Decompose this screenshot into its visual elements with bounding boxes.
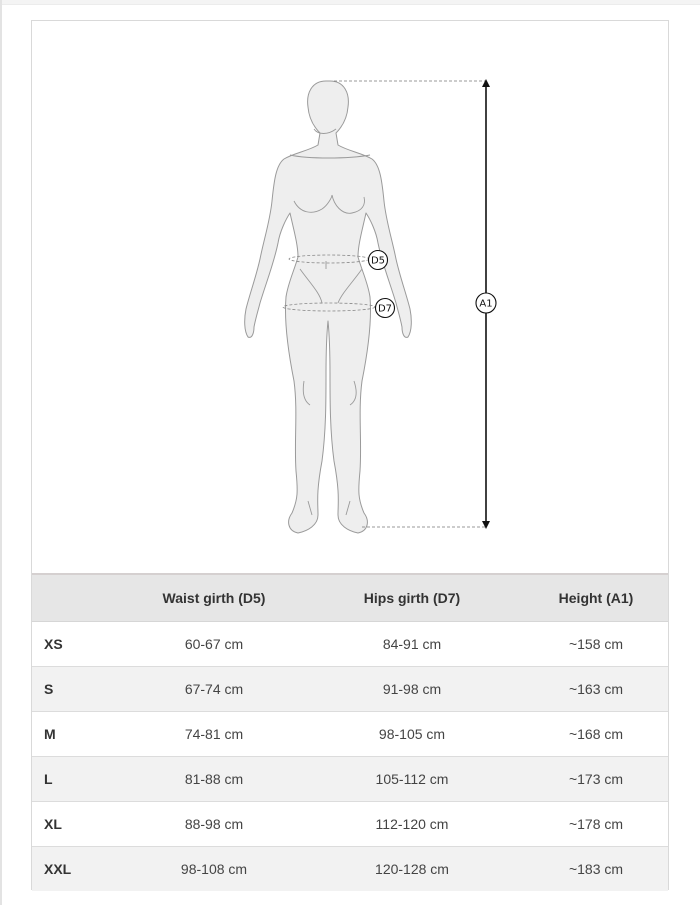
hips-cell: 120-128 cm xyxy=(375,860,449,877)
height-arrow-top xyxy=(482,79,490,87)
height-cell: ~163 cm xyxy=(524,666,668,711)
waist-cell: 60-67 cm xyxy=(128,621,300,666)
height-cell: ~173 cm xyxy=(524,756,668,801)
size-cell: S xyxy=(32,666,128,711)
hips-cell: 98-105 cm xyxy=(300,711,524,756)
hips-cell: 105-112 cm xyxy=(300,756,524,801)
waist-cell: 74-81 cm xyxy=(128,711,300,756)
height-cell: ~178 cm xyxy=(524,801,668,846)
header-hips-girth: Hips girth (D7) xyxy=(300,575,524,621)
hips-cell: 84-91 cm xyxy=(300,621,524,666)
marker-waist-label: D5 xyxy=(370,255,386,267)
size-chart-panel xyxy=(31,20,669,890)
top-strip xyxy=(0,0,700,5)
waist-cell: 88-98 cm xyxy=(128,801,300,846)
size-cell: L xyxy=(32,756,128,801)
header-waist-girth: Waist girth (D5) xyxy=(128,575,300,621)
table-row xyxy=(32,711,668,756)
hips-cell: 112-120 cm xyxy=(300,801,524,846)
table-row xyxy=(32,846,668,891)
table-row xyxy=(32,666,668,711)
marker-hips-label: D7 xyxy=(377,303,393,315)
size-cell: XL xyxy=(32,801,128,846)
size-table xyxy=(32,575,668,891)
height-cell: ~158 cm xyxy=(524,621,668,666)
body-measurement-figure xyxy=(32,21,668,575)
table-row xyxy=(32,801,668,846)
header-height: Height (A1) xyxy=(524,575,668,621)
height-cell: ~183 cm xyxy=(568,860,624,877)
waist-cell: 67-74 cm xyxy=(128,666,300,711)
table-row xyxy=(32,621,668,666)
marker-height-label: A1 xyxy=(479,298,493,310)
left-edge xyxy=(0,0,2,905)
table-header-row xyxy=(32,575,668,621)
hips-cell: 91-98 cm xyxy=(300,666,524,711)
marker-height xyxy=(476,293,496,313)
marker-hips xyxy=(376,299,395,318)
waist-cell: 98-108 cm xyxy=(180,860,248,877)
table-row xyxy=(32,756,668,801)
header-size xyxy=(32,575,128,621)
body-silhouette-diagram xyxy=(32,21,668,573)
size-cell: M xyxy=(32,711,128,756)
size-cell: XS xyxy=(32,621,128,666)
size-cell: XXL xyxy=(44,860,72,877)
height-arrow-bottom xyxy=(482,521,490,529)
height-cell: ~168 cm xyxy=(524,711,668,756)
marker-waist xyxy=(369,251,388,270)
waist-cell: 81-88 cm xyxy=(128,756,300,801)
